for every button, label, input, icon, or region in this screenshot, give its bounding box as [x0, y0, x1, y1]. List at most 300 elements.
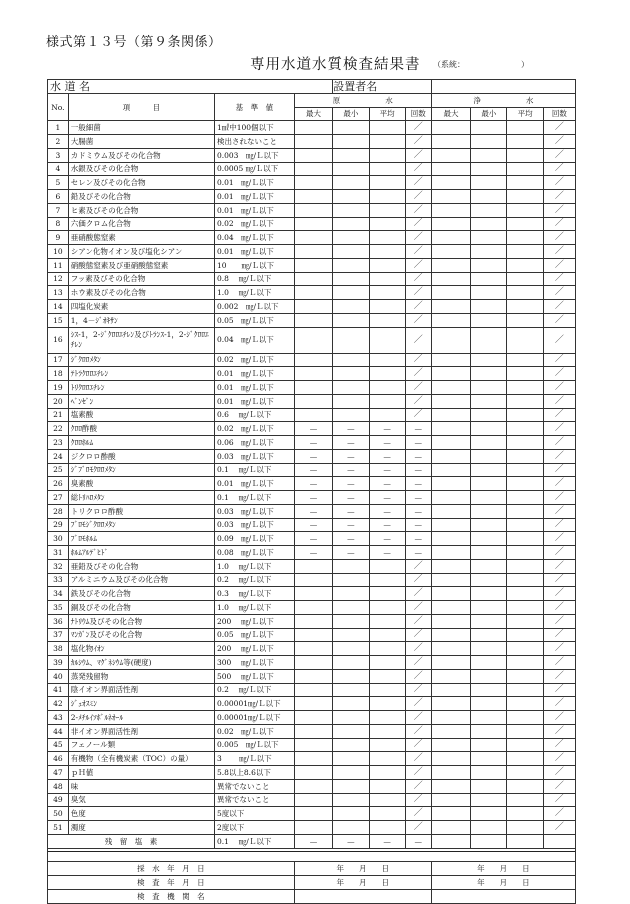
pur-value-cell[interactable]	[431, 656, 470, 670]
raw-value-cell[interactable]	[294, 353, 332, 367]
pur-count-slash[interactable]: ／	[543, 793, 575, 807]
raw-value-cell[interactable]	[333, 793, 369, 807]
raw-count-slash[interactable]: ／	[405, 697, 431, 711]
pur-value-cell[interactable]	[431, 381, 470, 395]
raw-value-cell[interactable]	[294, 559, 332, 573]
pur-value-cell[interactable]	[471, 394, 507, 408]
pur-count-slash[interactable]: ／	[543, 669, 575, 683]
pur-count-slash[interactable]: ／	[543, 162, 575, 176]
pur-value-cell[interactable]	[471, 217, 507, 231]
raw-value-cell[interactable]	[294, 779, 332, 793]
raw-value-cell[interactable]	[333, 697, 369, 711]
pur-count-slash[interactable]: ／	[543, 394, 575, 408]
raw-value-cell[interactable]	[369, 614, 405, 628]
pur-value-cell[interactable]	[431, 821, 470, 835]
pur-value-cell[interactable]	[471, 422, 507, 436]
raw-value-cell[interactable]	[294, 683, 332, 697]
raw-value-cell[interactable]	[294, 217, 332, 231]
raw-value-cell[interactable]	[333, 313, 369, 327]
pur-value-cell[interactable]	[471, 162, 507, 176]
water-name-input[interactable]	[214, 80, 332, 94]
pur-count-slash[interactable]: ／	[543, 532, 575, 546]
pur-value-cell[interactable]	[507, 628, 543, 642]
raw-value-cell[interactable]	[369, 683, 405, 697]
pur-value-cell[interactable]	[507, 300, 543, 314]
raw-value-cell[interactable]	[369, 752, 405, 766]
raw-count-slash[interactable]: ／	[405, 738, 431, 752]
pur-value-cell[interactable]	[507, 286, 543, 300]
pur-value-cell[interactable]	[431, 834, 470, 848]
pur-value-cell[interactable]	[507, 353, 543, 367]
raw-value-cell[interactable]	[369, 559, 405, 573]
pur-value-cell[interactable]	[431, 601, 470, 615]
pur-value-cell[interactable]	[431, 546, 470, 560]
pur-count-slash[interactable]: ／	[543, 573, 575, 587]
raw-count-slash[interactable]: ／	[405, 245, 431, 259]
pur-value-cell[interactable]	[431, 436, 470, 450]
pur-value-cell[interactable]	[471, 449, 507, 463]
pur-value-cell[interactable]	[507, 821, 543, 835]
raw-value-cell[interactable]	[294, 245, 332, 259]
raw-value-cell[interactable]	[333, 217, 369, 231]
pur-value-cell[interactable]	[431, 711, 470, 725]
raw-value-cell[interactable]	[369, 176, 405, 190]
pur-value-cell[interactable]	[471, 121, 507, 135]
raw-count-slash[interactable]: ／	[405, 135, 431, 149]
pur-value-cell[interactable]	[507, 601, 543, 615]
pur-value-cell[interactable]	[507, 121, 543, 135]
raw-value-cell[interactable]	[294, 724, 332, 738]
pur-value-cell[interactable]	[507, 834, 543, 848]
raw-value-cell[interactable]	[294, 738, 332, 752]
raw-value-cell[interactable]	[333, 614, 369, 628]
raw-count-slash[interactable]: ／	[405, 408, 431, 422]
raw-count-slash[interactable]: ／	[405, 642, 431, 656]
raw-value-cell[interactable]	[294, 327, 332, 353]
pur-count-slash[interactable]: ／	[543, 203, 575, 217]
agency-row-pur-input[interactable]	[431, 889, 575, 903]
pur-value-cell[interactable]	[431, 162, 470, 176]
raw-value-cell[interactable]	[333, 807, 369, 821]
pur-count-slash[interactable]: ／	[543, 135, 575, 149]
pur-count-slash[interactable]: ／	[543, 258, 575, 272]
pur-value-cell[interactable]	[471, 738, 507, 752]
pur-value-cell[interactable]	[471, 408, 507, 422]
pur-count-slash[interactable]: ／	[543, 217, 575, 231]
raw-value-cell[interactable]	[369, 286, 405, 300]
raw-value-cell[interactable]	[333, 203, 369, 217]
raw-value-cell[interactable]	[333, 190, 369, 204]
pur-value-cell[interactable]	[507, 203, 543, 217]
raw-value-cell[interactable]	[369, 121, 405, 135]
pur-value-cell[interactable]	[507, 245, 543, 259]
pur-value-cell[interactable]	[507, 669, 543, 683]
raw-value-cell[interactable]	[369, 711, 405, 725]
pur-value-cell[interactable]	[507, 559, 543, 573]
pur-value-cell[interactable]	[471, 642, 507, 656]
raw-value-cell[interactable]	[294, 587, 332, 601]
pur-value-cell[interactable]	[507, 408, 543, 422]
pur-value-cell[interactable]	[471, 491, 507, 505]
pur-value-cell[interactable]	[431, 807, 470, 821]
raw-value-cell[interactable]	[369, 669, 405, 683]
raw-count-slash[interactable]: ／	[405, 121, 431, 135]
pur-value-cell[interactable]	[431, 793, 470, 807]
raw-count-slash[interactable]: ／	[405, 628, 431, 642]
pur-value-cell[interactable]	[431, 738, 470, 752]
raw-value-cell[interactable]	[333, 601, 369, 615]
sampling-date-row-raw-date[interactable]: 年 月 日	[294, 862, 431, 876]
pur-value-cell[interactable]	[471, 231, 507, 245]
raw-value-cell[interactable]	[369, 148, 405, 162]
raw-count-slash[interactable]: ／	[405, 231, 431, 245]
pur-value-cell[interactable]	[507, 272, 543, 286]
agency-row-raw-input[interactable]	[294, 889, 431, 903]
pur-count-slash[interactable]: ／	[543, 601, 575, 615]
sampling-date-row-pur-date[interactable]: 年 月 日	[431, 862, 575, 876]
pur-value-cell[interactable]	[507, 532, 543, 546]
raw-count-slash[interactable]: ／	[405, 766, 431, 780]
pur-value-cell[interactable]	[507, 766, 543, 780]
raw-value-cell[interactable]	[333, 669, 369, 683]
pur-value-cell[interactable]	[471, 463, 507, 477]
pur-count-slash[interactable]: ／	[543, 190, 575, 204]
pur-count-slash[interactable]: ／	[543, 231, 575, 245]
raw-value-cell[interactable]	[294, 121, 332, 135]
pur-value-cell[interactable]	[507, 656, 543, 670]
pur-value-cell[interactable]	[471, 628, 507, 642]
raw-value-cell[interactable]	[333, 408, 369, 422]
raw-value-cell[interactable]	[369, 779, 405, 793]
raw-count-slash[interactable]: ／	[405, 573, 431, 587]
pur-value-cell[interactable]	[471, 327, 507, 353]
raw-value-cell[interactable]	[294, 367, 332, 381]
pur-value-cell[interactable]	[431, 353, 470, 367]
raw-value-cell[interactable]	[294, 711, 332, 725]
pur-count-slash[interactable]: ／	[543, 628, 575, 642]
raw-value-cell[interactable]	[369, 408, 405, 422]
pur-value-cell[interactable]	[471, 573, 507, 587]
pur-value-cell[interactable]	[431, 573, 470, 587]
pur-value-cell[interactable]	[431, 683, 470, 697]
pur-value-cell[interactable]	[431, 697, 470, 711]
raw-count-slash[interactable]: ／	[405, 821, 431, 835]
raw-value-cell[interactable]	[333, 779, 369, 793]
pur-value-cell[interactable]	[431, 491, 470, 505]
pur-value-cell[interactable]	[431, 628, 470, 642]
raw-count-slash[interactable]: ／	[405, 258, 431, 272]
pur-value-cell[interactable]	[507, 422, 543, 436]
raw-value-cell[interactable]	[369, 766, 405, 780]
pur-value-cell[interactable]	[507, 231, 543, 245]
raw-value-cell[interactable]	[369, 381, 405, 395]
pur-value-cell[interactable]	[471, 656, 507, 670]
pur-value-cell[interactable]	[471, 546, 507, 560]
pur-value-cell[interactable]	[471, 176, 507, 190]
pur-value-cell[interactable]	[507, 135, 543, 149]
raw-count-slash[interactable]: ／	[405, 313, 431, 327]
pur-value-cell[interactable]	[471, 807, 507, 821]
pur-value-cell[interactable]	[431, 190, 470, 204]
pur-value-cell[interactable]	[431, 518, 470, 532]
raw-value-cell[interactable]	[369, 601, 405, 615]
raw-value-cell[interactable]	[333, 327, 369, 353]
raw-value-cell[interactable]	[294, 807, 332, 821]
pur-count-slash[interactable]: ／	[543, 272, 575, 286]
raw-value-cell[interactable]	[333, 367, 369, 381]
pur-count-slash[interactable]: ／	[543, 518, 575, 532]
pur-value-cell[interactable]	[507, 711, 543, 725]
pur-value-cell[interactable]	[431, 327, 470, 353]
raw-value-cell[interactable]	[333, 711, 369, 725]
pur-value-cell[interactable]	[471, 436, 507, 450]
pur-value-cell[interactable]	[471, 367, 507, 381]
pur-value-cell[interactable]	[431, 779, 470, 793]
raw-value-cell[interactable]	[294, 766, 332, 780]
raw-value-cell[interactable]	[333, 573, 369, 587]
raw-value-cell[interactable]	[369, 394, 405, 408]
raw-value-cell[interactable]	[333, 642, 369, 656]
raw-value-cell[interactable]	[294, 148, 332, 162]
raw-value-cell[interactable]	[369, 231, 405, 245]
pur-value-cell[interactable]	[507, 162, 543, 176]
raw-value-cell[interactable]	[294, 821, 332, 835]
pur-count-slash[interactable]: ／	[543, 300, 575, 314]
raw-count-slash[interactable]: ／	[405, 217, 431, 231]
pur-value-cell[interactable]	[431, 121, 470, 135]
pur-value-cell[interactable]	[471, 245, 507, 259]
pur-value-cell[interactable]	[471, 504, 507, 518]
raw-value-cell[interactable]	[369, 656, 405, 670]
raw-value-cell[interactable]	[294, 162, 332, 176]
pur-value-cell[interactable]	[471, 148, 507, 162]
raw-value-cell[interactable]	[333, 353, 369, 367]
raw-value-cell[interactable]	[294, 408, 332, 422]
pur-count-slash[interactable]: ／	[543, 642, 575, 656]
pur-count-slash[interactable]: ／	[543, 422, 575, 436]
pur-value-cell[interactable]	[471, 286, 507, 300]
pur-count-slash[interactable]: ／	[543, 559, 575, 573]
pur-count-slash[interactable]: ／	[543, 408, 575, 422]
raw-count-slash[interactable]: ／	[405, 656, 431, 670]
pur-value-cell[interactable]	[507, 573, 543, 587]
raw-value-cell[interactable]	[294, 190, 332, 204]
pur-value-cell[interactable]	[431, 614, 470, 628]
pur-value-cell[interactable]	[507, 176, 543, 190]
raw-count-slash[interactable]: ／	[405, 286, 431, 300]
pur-value-cell[interactable]	[507, 327, 543, 353]
raw-value-cell[interactable]	[369, 190, 405, 204]
raw-value-cell[interactable]	[294, 669, 332, 683]
pur-value-cell[interactable]	[431, 463, 470, 477]
raw-count-slash[interactable]: ／	[405, 327, 431, 353]
pur-value-cell[interactable]	[471, 272, 507, 286]
raw-count-slash[interactable]: ／	[405, 807, 431, 821]
pur-value-cell[interactable]	[471, 258, 507, 272]
raw-value-cell[interactable]	[294, 601, 332, 615]
raw-value-cell[interactable]	[294, 656, 332, 670]
raw-value-cell[interactable]	[369, 313, 405, 327]
raw-count-slash[interactable]: ／	[405, 148, 431, 162]
pur-value-cell[interactable]	[507, 738, 543, 752]
pur-value-cell[interactable]	[471, 711, 507, 725]
pur-value-cell[interactable]	[471, 724, 507, 738]
raw-value-cell[interactable]	[333, 766, 369, 780]
pur-count-slash[interactable]: ／	[543, 766, 575, 780]
pur-value-cell[interactable]	[507, 491, 543, 505]
raw-value-cell[interactable]	[333, 628, 369, 642]
pur-value-cell[interactable]	[431, 286, 470, 300]
pur-value-cell[interactable]	[471, 697, 507, 711]
raw-value-cell[interactable]	[369, 807, 405, 821]
pur-value-cell[interactable]	[471, 587, 507, 601]
pur-value-cell[interactable]	[507, 258, 543, 272]
pur-value-cell[interactable]	[431, 477, 470, 491]
raw-value-cell[interactable]	[294, 614, 332, 628]
pur-count-slash[interactable]: ／	[543, 752, 575, 766]
raw-value-cell[interactable]	[369, 628, 405, 642]
raw-value-cell[interactable]	[369, 162, 405, 176]
raw-value-cell[interactable]	[369, 203, 405, 217]
pur-value-cell[interactable]	[431, 422, 470, 436]
raw-value-cell[interactable]	[333, 176, 369, 190]
raw-count-slash[interactable]: ／	[405, 367, 431, 381]
pur-count-slash[interactable]: ／	[543, 614, 575, 628]
raw-value-cell[interactable]	[294, 573, 332, 587]
raw-value-cell[interactable]	[294, 697, 332, 711]
raw-value-cell[interactable]	[369, 135, 405, 149]
pur-value-cell[interactable]	[471, 669, 507, 683]
pur-value-cell[interactable]	[471, 300, 507, 314]
pur-value-cell[interactable]	[471, 779, 507, 793]
pur-value-cell[interactable]	[471, 203, 507, 217]
raw-value-cell[interactable]	[333, 258, 369, 272]
pur-value-cell[interactable]	[507, 463, 543, 477]
raw-value-cell[interactable]	[369, 258, 405, 272]
pur-count-slash[interactable]: ／	[543, 121, 575, 135]
pur-value-cell[interactable]	[431, 203, 470, 217]
pur-value-cell[interactable]	[471, 614, 507, 628]
pur-value-cell[interactable]	[431, 669, 470, 683]
raw-value-cell[interactable]	[369, 793, 405, 807]
pur-value-cell[interactable]	[507, 436, 543, 450]
testing-date-row-raw-date[interactable]: 年 月 日	[294, 876, 431, 890]
raw-value-cell[interactable]	[294, 313, 332, 327]
raw-value-cell[interactable]	[294, 628, 332, 642]
pur-count-slash[interactable]: ／	[543, 176, 575, 190]
raw-value-cell[interactable]	[369, 217, 405, 231]
pur-value-cell[interactable]	[507, 367, 543, 381]
pur-value-cell[interactable]	[507, 587, 543, 601]
pur-value-cell[interactable]	[431, 752, 470, 766]
raw-value-cell[interactable]	[333, 559, 369, 573]
pur-value-cell[interactable]	[431, 642, 470, 656]
pur-value-cell[interactable]	[507, 546, 543, 560]
pur-value-cell[interactable]	[431, 135, 470, 149]
pur-count-slash[interactable]: ／	[543, 724, 575, 738]
pur-count-slash[interactable]: ／	[543, 313, 575, 327]
pur-value-cell[interactable]	[471, 381, 507, 395]
pur-value-cell[interactable]	[431, 504, 470, 518]
raw-value-cell[interactable]	[294, 381, 332, 395]
pur-value-cell[interactable]	[471, 135, 507, 149]
pur-count-slash[interactable]: ／	[543, 821, 575, 835]
raw-count-slash[interactable]: ／	[405, 601, 431, 615]
pur-value-cell[interactable]	[543, 834, 575, 848]
pur-value-cell[interactable]	[507, 807, 543, 821]
raw-value-cell[interactable]	[333, 587, 369, 601]
raw-count-slash[interactable]: ／	[405, 793, 431, 807]
raw-value-cell[interactable]	[333, 752, 369, 766]
raw-count-slash[interactable]: ／	[405, 394, 431, 408]
pur-count-slash[interactable]: ／	[543, 436, 575, 450]
pur-value-cell[interactable]	[507, 190, 543, 204]
pur-count-slash[interactable]: ／	[543, 463, 575, 477]
raw-count-slash[interactable]: ／	[405, 669, 431, 683]
pur-value-cell[interactable]	[431, 408, 470, 422]
pur-count-slash[interactable]: ／	[543, 353, 575, 367]
pur-value-cell[interactable]	[471, 477, 507, 491]
pur-value-cell[interactable]	[431, 559, 470, 573]
pur-value-cell[interactable]	[507, 394, 543, 408]
pur-value-cell[interactable]	[507, 381, 543, 395]
raw-value-cell[interactable]	[294, 394, 332, 408]
pur-count-slash[interactable]: ／	[543, 449, 575, 463]
pur-value-cell[interactable]	[471, 834, 507, 848]
pur-count-slash[interactable]: ／	[543, 697, 575, 711]
raw-value-cell[interactable]	[369, 353, 405, 367]
raw-value-cell[interactable]	[333, 683, 369, 697]
pur-value-cell[interactable]	[431, 587, 470, 601]
raw-count-slash[interactable]: ／	[405, 272, 431, 286]
raw-count-slash[interactable]: ／	[405, 176, 431, 190]
pur-value-cell[interactable]	[431, 532, 470, 546]
raw-count-slash[interactable]: ／	[405, 711, 431, 725]
pur-count-slash[interactable]: ／	[543, 367, 575, 381]
raw-value-cell[interactable]	[333, 394, 369, 408]
raw-value-cell[interactable]	[333, 231, 369, 245]
pur-count-slash[interactable]: ／	[543, 807, 575, 821]
raw-count-slash[interactable]: ／	[405, 353, 431, 367]
raw-count-slash[interactable]: ／	[405, 683, 431, 697]
pur-value-cell[interactable]	[507, 697, 543, 711]
raw-count-slash[interactable]: ／	[405, 752, 431, 766]
pur-value-cell[interactable]	[471, 821, 507, 835]
raw-count-slash[interactable]: ／	[405, 300, 431, 314]
raw-value-cell[interactable]	[294, 642, 332, 656]
pur-count-slash[interactable]: ／	[543, 587, 575, 601]
raw-value-cell[interactable]	[333, 121, 369, 135]
pur-value-cell[interactable]	[471, 683, 507, 697]
pur-value-cell[interactable]	[471, 793, 507, 807]
pur-value-cell[interactable]	[471, 601, 507, 615]
pur-count-slash[interactable]: ／	[543, 738, 575, 752]
pur-value-cell[interactable]	[471, 313, 507, 327]
pur-count-slash[interactable]: ／	[543, 656, 575, 670]
raw-value-cell[interactable]	[369, 300, 405, 314]
raw-count-slash[interactable]: ／	[405, 614, 431, 628]
pur-value-cell[interactable]	[431, 449, 470, 463]
raw-value-cell[interactable]	[333, 286, 369, 300]
raw-value-cell[interactable]	[369, 587, 405, 601]
raw-value-cell[interactable]	[369, 738, 405, 752]
pur-value-cell[interactable]	[431, 258, 470, 272]
pur-value-cell[interactable]	[471, 190, 507, 204]
raw-value-cell[interactable]	[369, 724, 405, 738]
pur-value-cell[interactable]	[507, 313, 543, 327]
pur-count-slash[interactable]: ／	[543, 504, 575, 518]
raw-value-cell[interactable]	[333, 148, 369, 162]
